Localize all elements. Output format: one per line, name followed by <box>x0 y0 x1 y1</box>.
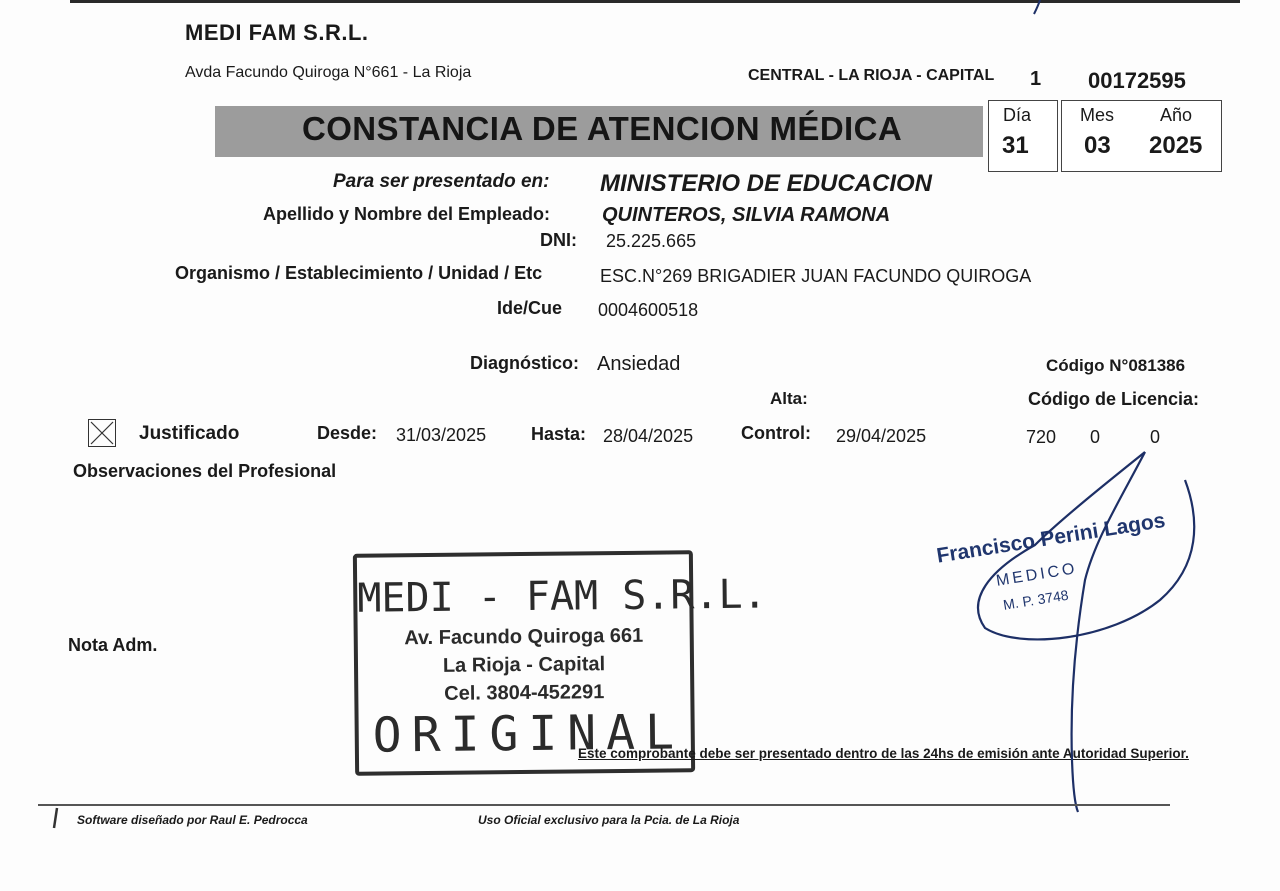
code-number: Código N°081386 <box>1046 356 1186 375</box>
presented-label: Para ser presentado en: <box>333 171 550 192</box>
doctor-title: MEDICO <box>995 560 1079 590</box>
doctor-name: Francisco Perini Lagos <box>935 508 1167 568</box>
license-value-1: 720 <box>1026 427 1057 447</box>
year-value: 2025 <box>1149 132 1203 159</box>
cue-value: 0004600518 <box>598 300 699 320</box>
pen-mark-icon <box>50 806 62 832</box>
month-label: Mes <box>1080 105 1115 125</box>
diagnosis-value: Ansiedad <box>597 353 681 375</box>
nota-label: Nota Adm. <box>68 635 158 655</box>
document-number: 00172595 <box>1088 68 1186 93</box>
license-value-3: 0 <box>1150 427 1161 447</box>
license-value-2: 0 <box>1090 427 1101 447</box>
justified-label: Justificado <box>139 423 240 444</box>
presented-value: MINISTERIO DE EDUCACION <box>600 170 933 197</box>
employee-value: QUINTEROS, SILVIA RAMONA <box>602 204 891 226</box>
cue-label: Ide/Cue <box>497 298 563 318</box>
document-title: CONSTANCIA DE ATENCION MÉDICA <box>302 110 903 147</box>
dni-value: 25.225.665 <box>606 231 697 251</box>
control-label: Control: <box>741 423 811 443</box>
employee-label: Apellido y Nombre del Empleado: <box>263 204 551 224</box>
observations-label: Observaciones del Profesional <box>73 461 337 481</box>
day-value: 31 <box>1002 132 1029 159</box>
copy-number: 1 <box>1030 68 1042 90</box>
diagnosis-label: Diagnóstico: <box>470 353 580 373</box>
footer-rule <box>38 804 1170 806</box>
org-value: ESC.N°269 BRIGADIER JUAN FACUNDO QUIROGA <box>600 266 1032 286</box>
company-address: Avda Facundo Quiroga N°661 - La Rioja <box>185 64 472 81</box>
desde-value: 31/03/2025 <box>396 425 487 445</box>
software-credit: Software diseñado por Raul E. Pedrocca <box>77 813 308 827</box>
doctor-mp: M. P. 3748 <box>1002 586 1070 613</box>
desde-label: Desde: <box>317 423 378 443</box>
org-label: Organismo / Establecimiento / Unidad / Etc <box>175 263 543 283</box>
stamp-line-4: Cel. 3804-452291 <box>444 681 605 705</box>
hasta-label: Hasta: <box>531 424 587 444</box>
control-value: 29/04/2025 <box>836 426 927 446</box>
branch-name: CENTRAL - LA RIOJA - CAPITAL <box>748 67 995 84</box>
year-label: Año <box>1160 105 1193 125</box>
stamp-line-3: La Rioja - Capital <box>442 653 606 677</box>
legal-note: Este comprobante debe ser presentado dentro de las 24hs de emisión ante Autoridad Superior. <box>578 746 1189 761</box>
alta-label: Alta: <box>770 389 808 408</box>
hasta-value: 28/04/2025 <box>603 426 694 446</box>
day-label: Día <box>1003 105 1032 125</box>
dni-label: DNI: <box>540 230 577 250</box>
month-value: 03 <box>1084 132 1111 159</box>
license-code-label: Código de Licencia: <box>1028 389 1200 409</box>
stamp-line-2: Av. Facundo Quiroga 661 <box>404 624 644 650</box>
official-use-note: Uso Oficial exclusivo para la Pcia. de La Rioja <box>478 813 740 827</box>
stamp-line-5: ORIGINAL <box>372 704 685 764</box>
company-name: MEDI FAM S.R.L. <box>185 20 369 45</box>
stamp-line-1: MEDI - FAM S.R.L. <box>357 571 767 622</box>
